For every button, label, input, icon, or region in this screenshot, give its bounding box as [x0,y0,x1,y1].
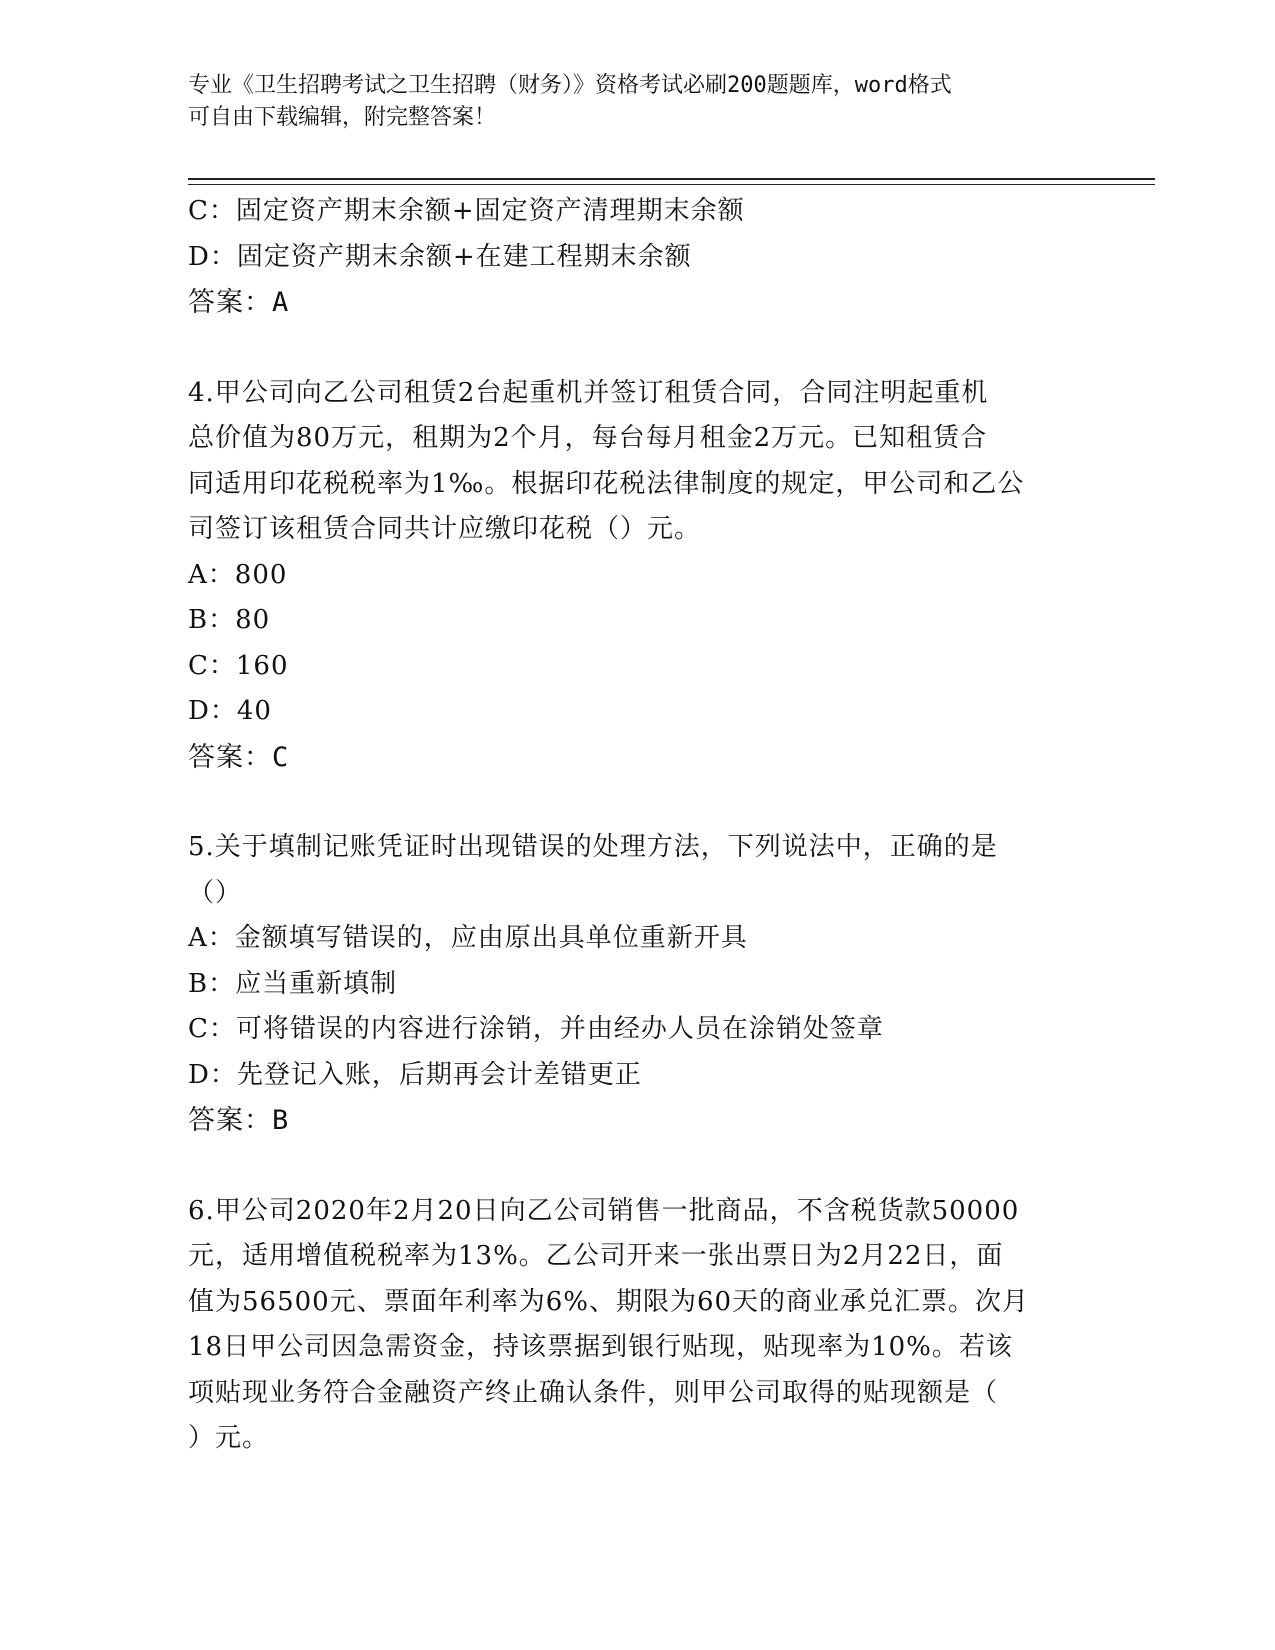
q4-option-d: D：40 [188,696,272,726]
q5-answer: 答案：B [188,1105,290,1136]
q4-option-b: B：80 [188,605,271,635]
spacer [188,1144,1088,1189]
q6-stem-line-4: 18日甲公司因急需资金，持该票据到银行贴现，贴现率为10%。若该 [188,1332,1013,1362]
q6-stem-line-5: 项贴现业务符合金融资产终止确认条件，则甲公司取得的贴现额是（ [188,1377,999,1408]
q5-stem-line-1: 5.关于填制记账凭证时出现错误的处理方法，下列说法中，正确的是 [188,832,998,862]
q4-stem-line-2: 总价值为80万元，租期为2个月，每台每月租金2万元。已知租赁合 [188,423,988,453]
q6-stem-line-3: 值为56500元、票面年利率为6%、期限为60天的商业承兑汇票。次月 [188,1286,1030,1317]
header-line-2: 可自由下载编辑，附完整答案！ [188,105,497,130]
document-header [188,70,1068,134]
q4-stem-line-3: 同适用印花税税率为1‰。根据印花税法律制度的规定，甲公司和乙公 [188,468,1025,499]
q5-option-d: D：先登记入账，后期再会计差错更正 [188,1059,642,1090]
header-rule-thick [188,178,1155,180]
q5-option-c: C：可将错误的内容进行涂销，并由经办人员在涂销处签章 [188,1014,884,1044]
q3-option-c: C：固定资产期末余额+固定资产清理期末余额 [188,196,745,226]
q4-option-a: A：800 [188,559,288,590]
q3-answer: 答案：A [188,287,290,318]
q4-option-c: C：160 [188,650,289,681]
q6-stem-line-2: 元，适用增值税税率为13%。乙公司开来一张出票日为2月22日，面 [188,1241,1004,1271]
q5-option-b: B：应当重新填制 [188,968,398,999]
header-line-1: 专业《卫生招聘考试之卫生招聘（财务）》资格考试必刷200题题库，word格式 [188,73,952,98]
q3-option-d: D：固定资产期末余额+在建工程期末余额 [188,241,692,272]
q6-stem-line-1: 6.甲公司2020年2月20日向乙公司销售一批商品，不含税货款50000 [188,1195,1020,1226]
q5-stem-line-2: （） [188,877,243,908]
q5-option-a: A：金额填写错误的，应由原出具单位重新开具 [188,923,748,953]
q4-stem-line-4: 司签订该租赁合同共计应缴印花税（）元。 [188,514,702,544]
q4-stem-line-1: 4.甲公司向乙公司租赁2台起重机并签订租赁合同，合同注明起重机 [188,377,989,408]
header-rule-thin [188,184,1155,185]
q4-answer: 答案：C [188,741,290,773]
q6-stem-line-6: ）元。 [188,1423,270,1453]
question-content [188,189,1088,1462]
spacer [188,326,1088,371]
spacer [188,780,1088,825]
